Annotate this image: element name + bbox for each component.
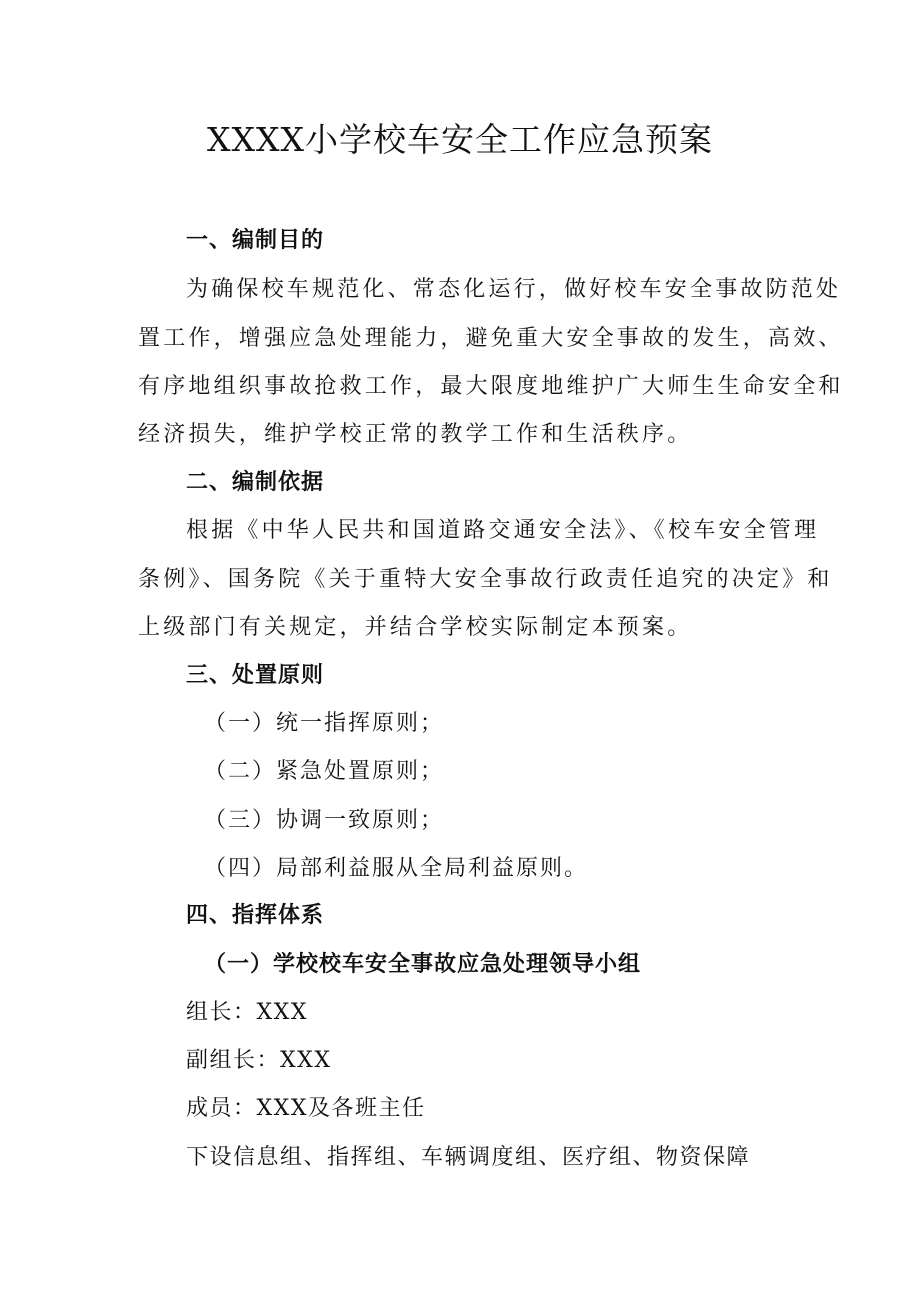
section-heading-principles: 三、处置原则 xyxy=(186,663,325,688)
section-heading-purpose: 一、编制目的 xyxy=(186,228,325,253)
principle-item: （二）紧急处置原则； xyxy=(204,759,445,784)
document-title: XXXX小学校车安全工作应急预案 xyxy=(207,120,713,159)
principle-item: （三）协调一致原则； xyxy=(204,808,445,833)
member-line: 组长：XXX xyxy=(186,1000,308,1025)
member-line: 副组长：XXX xyxy=(186,1048,332,1073)
member-line: 成员：XXX及各班主任 xyxy=(186,1096,426,1121)
principle-item: （一）统一指挥原则； xyxy=(204,711,445,736)
paragraph-line: 有序地组织事故抢救工作，最大限度地维护广大师生生命安全和 xyxy=(138,374,844,399)
section-heading-command-system: 四、指挥体系 xyxy=(186,903,325,928)
paragraph-line: 置工作，增强应急处理能力，避免重大安全事故的发生，高效、 xyxy=(138,326,844,351)
paragraph-line: 条例》、国务院《关于重特大安全事故行政责任追究的决定》和 xyxy=(138,567,833,592)
subsection-heading-leading-group: （一）学校校车安全事故应急处理领导小组 xyxy=(204,952,642,977)
principle-item: （四）局部利益服从全局利益原则。 xyxy=(204,856,589,881)
section-heading-basis: 二、编制依据 xyxy=(186,470,325,495)
paragraph-line: 根据《中华人民共和国道路交通安全法》、《校车安全管理 xyxy=(186,518,820,543)
member-line: 下设信息组、指挥组、车辆调度组、医疗组、物资保障 xyxy=(186,1145,751,1170)
paragraph-line: 上级部门有关规定，并结合学校实际制定本预案。 xyxy=(138,615,693,640)
paragraph-line: 为确保校车规范化、常态化运行，做好校车安全事故防范处 xyxy=(186,277,842,302)
paragraph-line: 经济损失，维护学校正常的教学工作和生活秩序。 xyxy=(138,422,693,447)
